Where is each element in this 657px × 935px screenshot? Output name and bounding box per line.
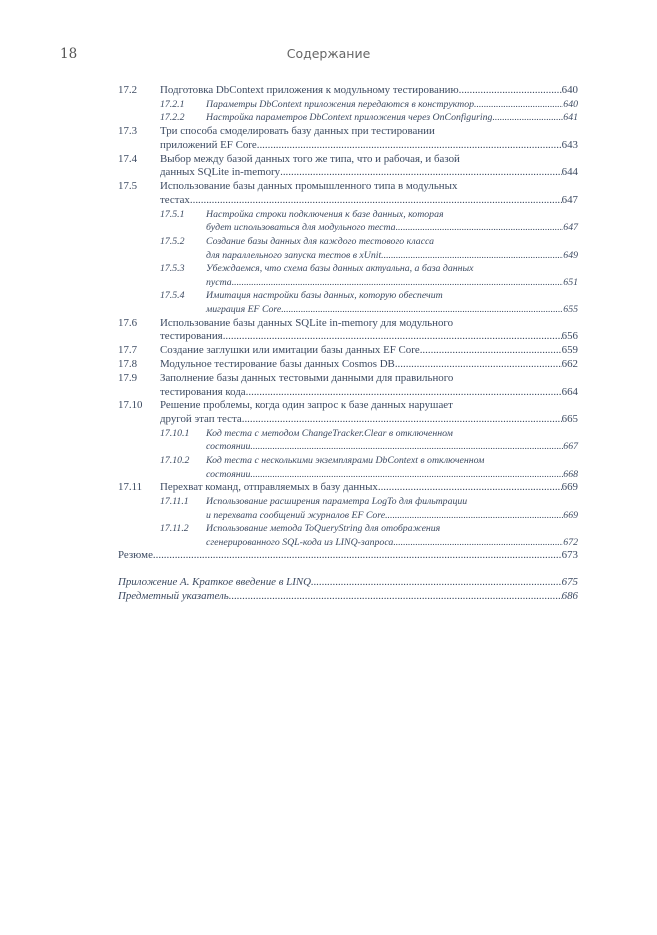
toc-entry-title: Настройка параметров DbContext приложения через OnConfiguring	[206, 112, 493, 124]
toc-entry-title: пуста	[206, 276, 232, 288]
toc-entry-title: состоянии	[206, 468, 251, 480]
toc-entry-number: 17.10.2	[160, 455, 190, 467]
toc-entry[interactable]	[118, 289, 578, 316]
toc-entry-title: Использование расширения параметра LogTo для фильтрации	[206, 496, 468, 508]
page-number: 18	[60, 46, 78, 62]
toc-entry-title: Три способа смоделировать базу данных при тестировании	[160, 124, 435, 137]
toc-entry-title: приложений EF Core	[160, 138, 257, 151]
toc-entry[interactable]	[118, 399, 578, 427]
toc-page-number: 641	[563, 112, 578, 124]
toc-entry-title: Резюме	[118, 549, 153, 562]
toc-page-number: 655	[563, 303, 578, 315]
toc-page-number: 664	[561, 385, 578, 398]
toc-entry-title: Код теста с несколькими экземплярами DbContext в отключенном	[206, 455, 485, 467]
toc-page-number: 656	[561, 330, 578, 343]
toc-dot-leader	[396, 221, 564, 235]
toc-entry-title: для параллельного запуска тестов в xUnit	[206, 249, 382, 261]
toc-dot-leader	[232, 276, 564, 290]
toc-page-number: 659	[561, 344, 578, 357]
toc-entry[interactable]	[118, 111, 578, 125]
toc-entry-title: Приложение А. Краткое введение в LINQ	[118, 576, 311, 589]
toc-entry[interactable]	[118, 344, 578, 358]
toc-entry[interactable]	[118, 235, 578, 262]
toc-page-number: 667	[563, 441, 578, 453]
toc-entry-number: 17.3	[118, 124, 138, 137]
toc-dot-leader	[492, 111, 563, 125]
toc-entry-number: 17.5.3	[160, 263, 185, 275]
toc-entry-title: состоянии	[206, 441, 251, 453]
toc-entry-number: 17.8	[118, 357, 138, 370]
toc-entry-number: 17.11.1	[160, 496, 189, 508]
toc-entry-title: и перехвата сообщений журналов EF Core	[206, 509, 386, 521]
toc-entry[interactable]	[118, 522, 578, 549]
toc-entry-number: 17.2	[118, 84, 138, 96]
toc-dot-leader	[280, 166, 562, 180]
toc-dot-leader	[190, 194, 562, 208]
toc-entry-title: сгенерированного SQL-кода из LINQ-запроса	[206, 536, 394, 548]
toc-page-number: 649	[563, 249, 578, 261]
toc-dot-leader	[242, 413, 562, 427]
toc-entry-number: 17.10.1	[160, 427, 190, 439]
toc-dot-leader	[250, 468, 563, 482]
toc-entry-title: Имитация настройки базы данных, которую обеспечит	[206, 290, 443, 302]
toc-dot-leader	[246, 386, 562, 400]
toc-dot-leader	[474, 98, 563, 112]
toc-entry-title: Модульное тестирование базы данных Cosmos DB	[160, 357, 395, 370]
toc-page-number: 647	[563, 222, 578, 234]
toc-dot-leader	[459, 84, 562, 98]
toc-dot-leader	[250, 440, 563, 454]
toc-entry[interactable]	[118, 262, 578, 289]
toc-entry-title: миграция EF Core	[206, 303, 282, 315]
toc-page-number: 651	[563, 276, 578, 288]
toc-entry-number: 17.7	[118, 344, 138, 357]
toc-entry-title: Использование базы данных SQLite in-memory для модульного	[160, 316, 454, 329]
toc-page-number: 644	[561, 166, 578, 179]
toc-entry-number: 17.5.4	[160, 290, 185, 302]
toc-entry-number: 17.5.2	[160, 235, 185, 247]
toc-entry-title: тестах	[160, 193, 190, 206]
toc-entry-number: 17.4	[118, 152, 138, 165]
toc-entry[interactable]	[118, 576, 578, 590]
toc-page-number: 640	[561, 84, 578, 96]
toc-page-number: 665	[561, 413, 578, 426]
toc-dot-leader	[385, 509, 563, 523]
toc-entry-title: тестирования	[160, 330, 223, 343]
toc-entry-number: 17.9	[118, 371, 138, 384]
toc-entry-title: Убеждаемся, что схема базы данных актуальна, а база данных	[206, 263, 474, 275]
toc-entry-title: Решение проблемы, когда один запрос к базе данных нарушает	[160, 399, 453, 412]
toc-entry[interactable]	[118, 590, 578, 604]
toc-entry[interactable]	[118, 153, 578, 181]
toc-page-number: 686	[561, 590, 578, 603]
toc-entry-title: Создание базы данных для каждого тестового класса	[206, 235, 435, 247]
toc-dot-leader	[393, 536, 563, 550]
toc-dot-leader	[378, 481, 562, 495]
toc-entry-title: тестирования кода	[160, 385, 246, 398]
toc-page-number: 672	[563, 536, 578, 548]
toc-entry[interactable]	[118, 208, 578, 235]
toc-entry[interactable]	[118, 495, 578, 522]
toc-entry[interactable]	[118, 98, 578, 112]
toc-entry[interactable]	[118, 180, 578, 208]
toc-entry[interactable]	[118, 372, 578, 400]
toc-entry[interactable]	[118, 84, 578, 98]
toc-entry-title: Заполнение базы данных тестовыми данными для правильного	[160, 371, 454, 384]
toc-entry-number: 17.6	[118, 316, 138, 329]
toc-entry-title: Настройка строки подключения к базе данных, которая	[206, 208, 444, 220]
toc-page-number: 668	[563, 468, 578, 480]
page-header	[0, 46, 657, 64]
toc-page-number: 669	[561, 481, 578, 494]
toc-entry-title: Использование базы данных промышленного типа в модульных	[160, 180, 458, 193]
toc-entry-number: 17.5.1	[160, 208, 185, 220]
toc-entry[interactable]	[118, 358, 578, 372]
toc-page-number: 647	[561, 193, 578, 206]
toc-page-number: 640	[563, 98, 578, 110]
toc-entry-title: Использование метода ToQueryString для отображения	[206, 523, 441, 535]
toc-dot-leader	[229, 590, 562, 604]
toc-entry-title: Создание заглушки или имитации базы данных EF Core	[160, 344, 420, 357]
toc-entry[interactable]	[118, 454, 578, 481]
running-title: Содержание	[286, 46, 371, 61]
toc-page-number: 662	[561, 357, 578, 370]
toc-gap	[118, 563, 578, 576]
toc-entry-title: будет использоваться для модульного теста	[206, 222, 396, 234]
table-of-contents	[118, 84, 578, 604]
toc-dot-leader	[153, 549, 562, 563]
toc-dot-leader	[420, 344, 562, 358]
toc-entry-number: 17.2.1	[160, 98, 185, 110]
toc-dot-leader	[395, 358, 562, 372]
toc-entry-title: Код теста с методом ChangeTracker.Clear в отключенном	[206, 427, 453, 439]
toc-dot-leader	[223, 330, 562, 344]
toc-entry-title: Подготовка DbContext приложения к модульному тестированию	[160, 84, 459, 96]
toc-entry-number: 17.2.2	[160, 112, 185, 124]
toc-entry-title: Выбор между базой данных того же типа, что и рабочая, и базой	[160, 152, 460, 165]
toc-entry-number: 17.11	[118, 481, 143, 494]
toc-entry-number: 17.5	[118, 180, 138, 193]
toc-page-number: 673	[561, 549, 578, 562]
toc-entry-number: 17.11.2	[160, 523, 189, 535]
toc-entry[interactable]	[118, 427, 578, 454]
toc-dot-leader	[257, 139, 562, 153]
toc-entry[interactable]	[118, 125, 578, 153]
toc-entry-title: Параметры DbContext приложения передаются в конструктор	[206, 98, 475, 110]
toc-page-number: 643	[561, 138, 578, 151]
toc-dot-leader	[311, 576, 562, 590]
toc-dot-leader	[381, 249, 563, 263]
toc-entry-title: Перехват команд, отправляемых в базу данных	[160, 481, 378, 494]
toc-page-number: 669	[563, 509, 578, 521]
toc-entry-title: данных SQLite in-memory	[160, 166, 281, 179]
toc-entry-title: другой этап теста	[160, 413, 242, 426]
toc-entry-title: Предметный указатель	[118, 590, 229, 603]
toc-page-number: 675	[561, 576, 578, 589]
toc-dot-leader	[281, 303, 563, 317]
toc-entry-number: 17.10	[118, 399, 143, 412]
toc-entry[interactable]	[118, 317, 578, 345]
toc-entry[interactable]	[118, 549, 578, 563]
toc-entry[interactable]	[118, 481, 578, 495]
